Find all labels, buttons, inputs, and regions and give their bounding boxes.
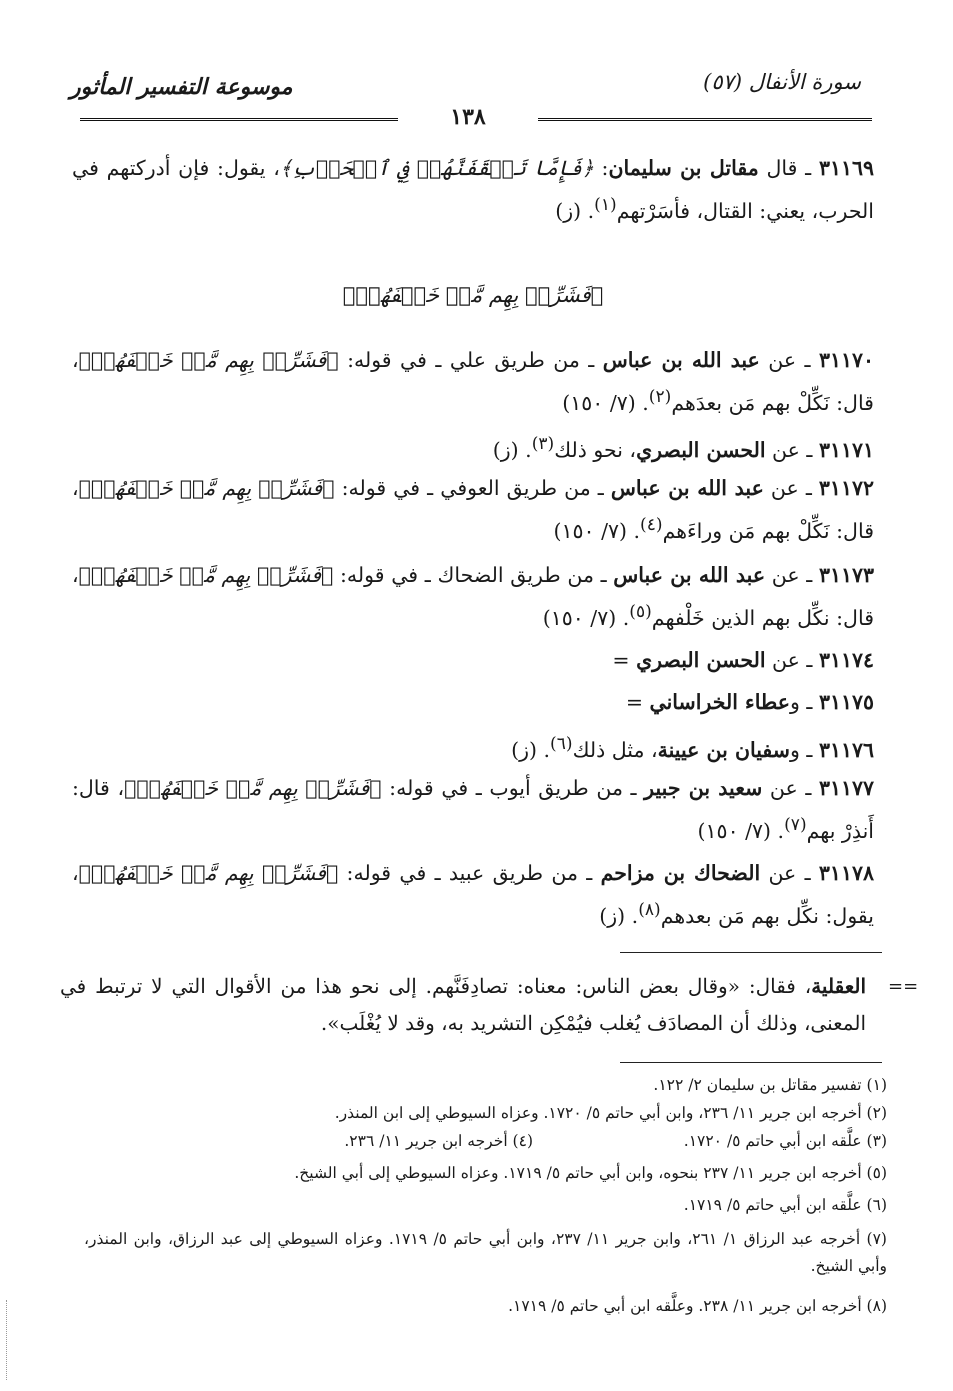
footnote-4: (٤) أخرجه ابن جرير ١١/ ٢٣٦. (344, 1132, 533, 1150)
quran-quote: ﴿فَإِمَّا تَثۡقَفَنَّهُمۡ فِي ٱلۡحَرۡبِ﴾ (279, 156, 594, 180)
entry-chain: ـ من طريق علي ـ في قوله: (338, 348, 603, 372)
narrator-name: سفيان بن عيينة (657, 737, 790, 762)
entry-lead: ـ عن (759, 348, 819, 372)
entry-chain: ـ من طريق عبيد ـ في قوله: (338, 861, 601, 885)
entry-reference: . (٧/ ١٥٠) (553, 518, 641, 543)
footnote-8: (٨) أخرجه ابن جرير ١١/ ٢٣٨. وعلَّقه ابن أبي حاتم ٥/ ١٧١٩. (508, 1297, 887, 1315)
entry-chain: = (625, 690, 650, 714)
entry-chain: ـ من طريق الضحاك ـ في قوله: (333, 563, 614, 587)
narrator-name: عطاء الخراساني (649, 690, 790, 714)
footnote-mark: (٤) (640, 515, 663, 535)
entry-number: ٣١١٧١ (818, 437, 874, 462)
continuation-marker: == (888, 976, 919, 997)
footnotes-separator (620, 1062, 882, 1063)
entry-reference: . (٧/ ١٥٠) (542, 605, 630, 630)
footnote-mark: (٢) (648, 387, 672, 407)
footnote-2: (٢) أخرجه ابن جرير ١١/ ٢٣٦، وابن أبي حاتم ٥/ ١٧٢٠. وعزاه السيوطي إلى ابن المنذر. (334, 1104, 887, 1122)
entry-31169 (72, 150, 874, 230)
footnote-3: (٣) علَّقه ابن أبي حاتم ٥/ ١٧٢٠. (683, 1132, 887, 1150)
footnote-6: (٦) علَّقه ابن أبي حاتم ٥/ ١٧١٩. (683, 1196, 887, 1214)
entry-number: ٣١١٧٨ (818, 861, 874, 885)
entry-31175 (72, 684, 874, 721)
entry-text: ، يقول: فإن أدركتهم في الحرب، يعني: القتال، فأسَرْتهم (72, 156, 874, 223)
narrator-name: عبد الله بن عباس (613, 563, 766, 587)
entry-reference: . (٧/ ١٥٠) (562, 390, 649, 415)
header-rule-left (80, 118, 398, 121)
entry-chain: ، نحو ذلك (554, 437, 637, 462)
continuation-note (60, 968, 866, 1042)
notes-separator (620, 952, 882, 953)
footnote-1: (١) تفسير مقاتل بن سليمان ٢/ ١٢٢. (653, 1076, 887, 1094)
entry-chain: = (612, 648, 637, 672)
entry-reference: . (ز) (492, 437, 532, 462)
entry-chain: ـ من طريق العوفي ـ في قوله: (334, 476, 611, 500)
entry-31170 (72, 342, 874, 422)
page-number: ١٣٨ (450, 104, 486, 130)
narrator-name: عبد الله بن عباس (610, 476, 764, 500)
footnote-5: (٥) أخرجه ابن جرير ١١/ ٢٣٧ بنحوه، وابن أبي حاتم ٥/ ١٧١٩. وعزاه السيوطي إلى أبي الشيخ. (294, 1164, 887, 1182)
entry-reference: . (ز) (555, 198, 595, 223)
entry-text: ، قال: نكِّل بهم الذين خَلْفهم (72, 563, 874, 630)
header-rule-right (538, 118, 872, 121)
entry-chain: : (593, 156, 609, 180)
footnote-mark: (٧) (784, 815, 807, 835)
footnote-mark: (١) (594, 195, 617, 215)
entry-lead: ـ قال (758, 156, 819, 180)
entry-31177 (72, 770, 874, 850)
footnote-mark: (٨) (638, 900, 661, 920)
footnote-mark: (٣) (531, 434, 555, 454)
entry-number: ٣١١٧٥ (818, 690, 874, 714)
entry-31173 (72, 557, 874, 637)
entry-chain: ـ من طريق أيوب ـ في قوله: (381, 776, 645, 800)
entry-lead: ـ عن (765, 648, 819, 672)
entry-number: ٣١١٧٦ (818, 737, 874, 762)
entry-31174 (72, 642, 874, 679)
surah-running-title: سورة الأنفال (٥٧) (703, 70, 861, 94)
narrator-name: سعيد بن جبير (644, 776, 763, 800)
entry-31176 (72, 726, 874, 769)
scan-edge-marks (6, 1300, 9, 1380)
quran-quote: ﴿فَشَرِّدۡ بِهِم مَّنۡ خَلۡفَهُمۡ﴾ (78, 563, 334, 587)
entry-lead: ـ عن (762, 776, 819, 800)
entry-text: ، قال: أَنذِرْ بهم (72, 776, 874, 843)
entry-lead: ـ و (789, 690, 819, 714)
quran-quote: ﴿فَشَرِّدۡ بِهِم مَّنۡ خَلۡفَهُمۡ﴾ (78, 348, 339, 372)
footnote-7: (٧) أخرجه عبد الرزاق ١/ ٢٦١، وابن جرير ١١/ ٢٣٧، وابن أبي حاتم ٥/ ١٧١٩. وعزاه السيوطي إلى عبد الرزاق، وابن المنذر، وأبي الشيخ. (84, 1230, 887, 1275)
entry-number: ٣١١٧٠ (818, 348, 874, 372)
section-title: ﴿فَشَرِّدۡ بِهِم مَّنۡ خَلۡفَهُمۡ﴾ (342, 283, 604, 307)
entry-lead: ـ عن (760, 861, 819, 885)
entry-lead: ـ عن (765, 563, 819, 587)
narrator-name: مقاتل بن سليمان (608, 156, 759, 180)
continuation-bold-word: العقلية (811, 974, 866, 998)
entry-31171 (72, 426, 874, 469)
entry-31172 (72, 470, 874, 550)
entry-number: ٣١١٧٤ (818, 648, 874, 672)
entry-number: ٣١١٦٩ (818, 156, 874, 180)
narrator-name: عبد الله بن عباس (602, 348, 760, 372)
narrator-name: الحسن البصري (636, 437, 766, 462)
entry-lead: ـ عن (763, 476, 819, 500)
entry-lead: ـ عن (765, 437, 819, 462)
quran-quote: ﴿فَشَرِّدۡ بِهِم مَّنۡ خَلۡفَهُمۡ﴾ (78, 476, 335, 500)
entry-text: ، قال: نَكِّلْ بهم مَن بعدَهم (72, 348, 874, 415)
quran-quote: ﴿فَشَرِّدۡ بِهِم مَّنۡ خَلۡفَهُمۡ﴾ (124, 776, 382, 800)
continuation-text: ، فقال: «وقال بعض الناس: معناه: تصادِفَنَّهم. إلى نحو هذا من الأقوال التي لا ترتبط في المعنى، وذلك أن المصادَف يُغلب فيُمْكِن التشريد به، وقد لا يُغْلَب». (60, 974, 866, 1035)
entry-number: ٣١١٧٧ (818, 776, 874, 800)
entry-lead: ـ و (789, 737, 819, 762)
entry-reference: . (٧/ ١٥٠) (697, 818, 785, 843)
quran-quote: ﴿فَشَرِّدۡ بِهِم مَّنۡ خَلۡفَهُمۡ﴾ (78, 861, 339, 885)
footnote-mark: (٥) (629, 602, 652, 622)
book-running-title: موسوعة التفسير المأثور (70, 74, 293, 100)
entry-reference: . (ز) (599, 903, 639, 928)
entry-reference: . (ز) (511, 737, 551, 762)
entry-text: ، قال: نَكِّلْ بهم مَن وراءَهم (72, 476, 874, 543)
narrator-name: الحسن البصري (636, 648, 766, 672)
entry-number: ٣١١٧٣ (818, 563, 874, 587)
entry-text: ، يقول: نكِّل بهم مَن بعدهم (72, 861, 874, 928)
entry-31178 (72, 855, 874, 935)
entry-chain: ، مثل ذلك (572, 737, 658, 762)
footnote-mark: (٦) (550, 734, 573, 754)
entry-number: ٣١١٧٢ (818, 476, 874, 500)
narrator-name: الضحاك بن مزاحم (600, 861, 761, 885)
